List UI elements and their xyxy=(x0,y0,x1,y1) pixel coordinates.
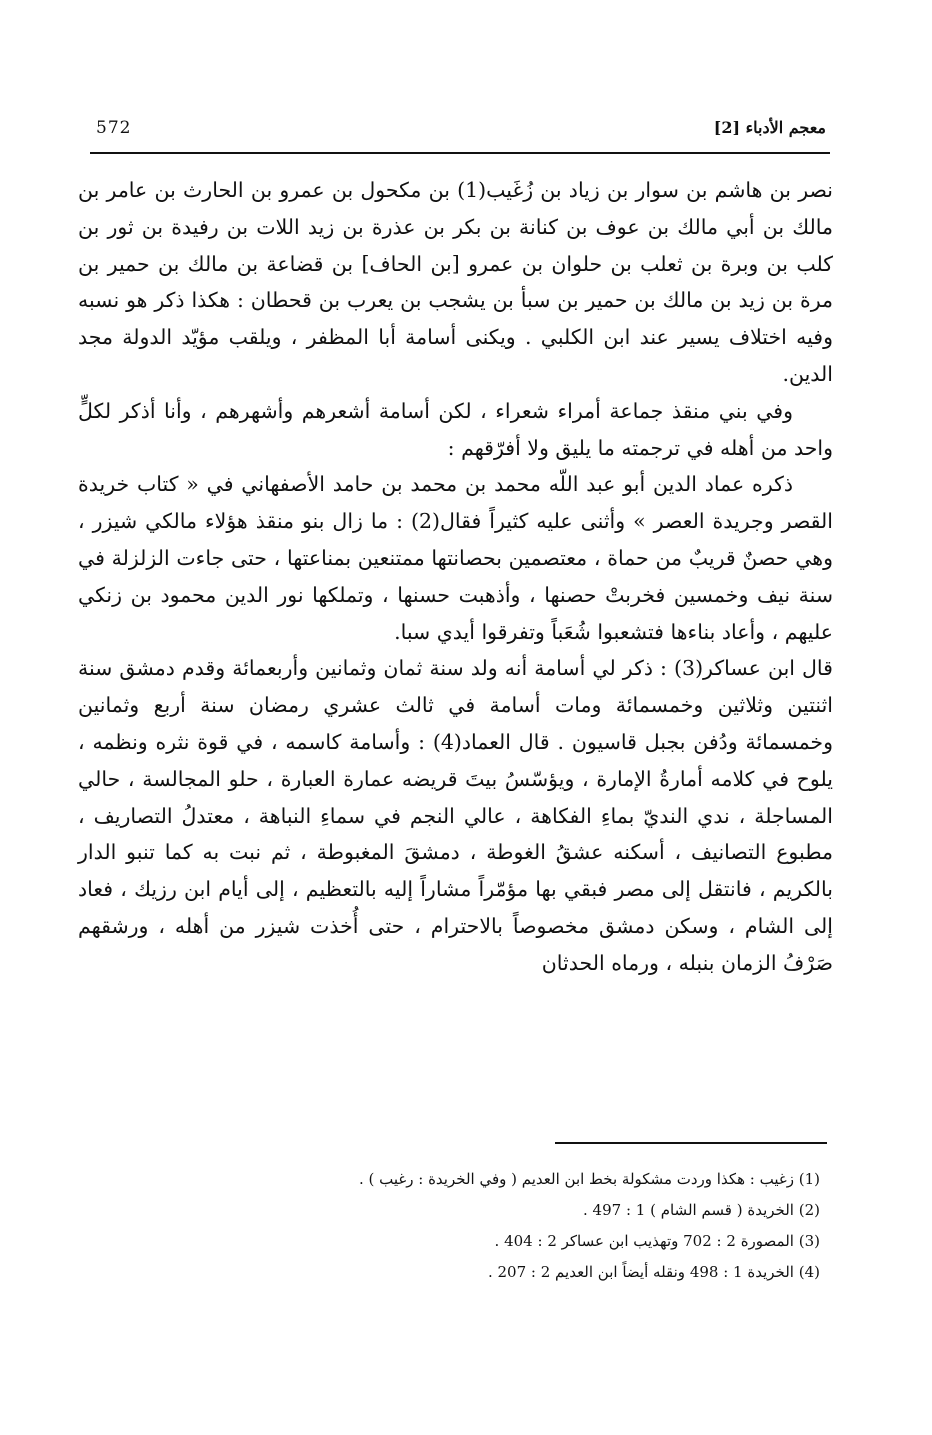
page-number: 572 xyxy=(96,118,132,138)
header-rule xyxy=(90,152,830,154)
paragraph-imad-al-din: ذكره عماد الدين أبو عبد اللّه محمد بن محمد بن حامد الأصفهاني في « كتاب خريدة القصر وجريدة العصر » وأثنى عليه كثيراً فقال(2) : ما زال بنو منقذ هؤلاء مالكي شيزر ، وهي حصنٌ قريبٌ من حماة ، معتصمين بحصانتها ممتنعين بمناعتها ، حتى جاءت الزلزلة في سنة نيف وخمسين فخربتْ حصنها ، وأذهبت حسنها ، وتملكها نور الدين محمود بن زنكي عليهم ، وأعاد بناءها فتشعبوا شُعَباً وتفرقوا أيدي سبا. xyxy=(78,472,833,644)
footnote-4: (4) الخريدة 1 : 498 ونقله أيضاً ابن العديم 2 : 207 . xyxy=(487,1263,820,1281)
footnote-rule xyxy=(555,1142,827,1144)
paragraph-genealogy: نصر بن هاشم بن سوار بن زياد بن زُغَيب(1) بن مكحول بن عمرو بن الحارث بن عامر بن مالك بن أبي مالك بن عوف بن كنانة بن بكر بن عذرة بن زيد اللات بن رفيدة بن ثور بن كلب بن وبرة بن ثعلب بن حلوان بن عمرو [بن الحاف] بن قضاعة بن مالك بن حمير بن مرة بن زيد بن مالك بن حمير بن سبأ بن يشجب بن يعرب بن قحطان : هكذا ذكر هو نسبه وفيه اختلاف يسير عند ابن الكلبي . ويكنى أسامة أبا المظفر ، ويلقب مؤيّد الدولة مجد الدين. xyxy=(78,178,833,386)
footnote-3: (3) المصورة 2 : 702 وتهذيب ابن عساكر 2 : 404 . xyxy=(494,1232,820,1250)
running-title: معجم الأدباء [2] xyxy=(713,118,826,137)
paragraph-banu-munqidh: وفي بني منقذ جماعة أمراء شعراء ، لكن أسامة أشعرهم وأشهرهم ، وأنا أذكر لكلٍّ واحد من أهله في ترجمته ما يليق ولا أفرّقهم : xyxy=(78,398,833,460)
paragraph-ibn-asakir: قال ابن عساكر(3) : ذكر لي أسامة أنه ولد سنة ثمان وثمانين وأربعمائة وقدم دمشق سنة اثنتين وثلاثين وخمسمائة ومات أسامة في ثالث عشري رمضان سنة أربع وثمانين وخمسمائة ودُفن بجبل قاسيون . قال العماد(4) : وأسامة كاسمه ، في قوة نثره ونظمه ، يلوح في كلامه أمارةُ الإمارة ، ويؤسّسُ بيتَ قريضه عمارة العبارة ، حلو المجالسة ، حالي المساجلة ، ندي النديّ بماءِ الفكاهة ، عالي النجم في سماءِ النباهة ، معتدلُ التصاريف ، مطبوع التصانيف ، أسكنه عشقُ الغوطة ، دمشقَ المغبوطة ، ثم نبت به كما تنبو الدار بالكريم ، فانتقل إلى مصر فبقي بها مؤمّراً مشاراً إليه بالتعظيم ، إلى أيام ابن رزيك ، فعاد إلى الشام ، وسكن دمشق مخصوصاً بالاحترام ، حتى أُخذت شيزر من أهله ، ورشقهم صَرْفُ الزمان بنبله ، ورماه الحدثان xyxy=(78,656,833,975)
footnotes xyxy=(180,1164,820,1288)
footnote-1: (1) زغيب : هكذا وردت مشكولة بخط ابن العديم ( وفي الخريدة : رغيب ) . xyxy=(358,1170,820,1188)
footnote-2: (2) الخريدة ( قسم الشام ) 1 : 497 . xyxy=(582,1201,820,1219)
running-header xyxy=(90,118,830,148)
main-text xyxy=(78,172,833,982)
